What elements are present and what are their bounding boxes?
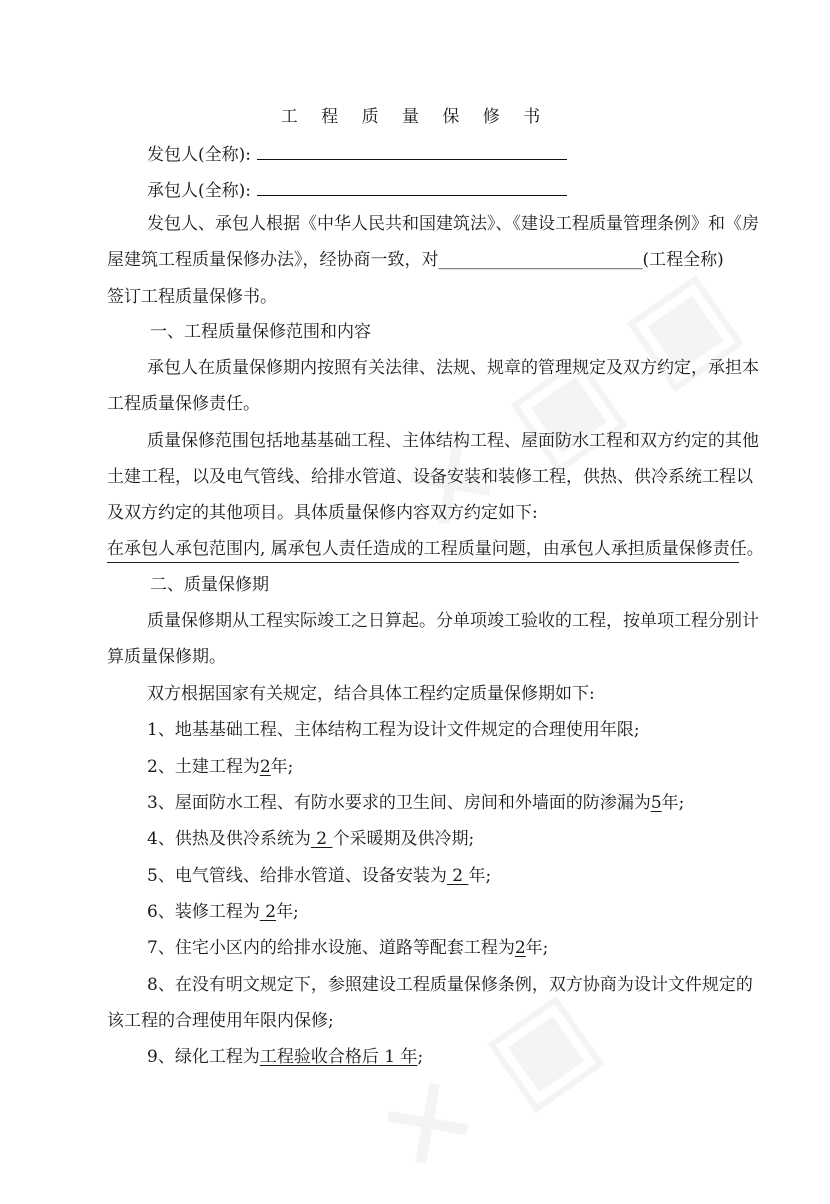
list-item-3: 3、屋面防水工程、有防水要求的卫生间、房间和外墙面的防渗漏为5年; bbox=[147, 793, 685, 813]
employer-row bbox=[147, 141, 747, 167]
list-item-8-line1: 8、在没有明文规定下，参照建设工程质量保修条例，双方协商为设计文件规定的 bbox=[147, 975, 753, 995]
list-item-5: 5、电气管线、给排水管道、设备安装为 2 年; bbox=[147, 866, 492, 886]
list-item-8-line2: 该工程的合理使用年限内保修; bbox=[107, 1011, 334, 1031]
section1-heading: 一、工程质量保修范围和内容 bbox=[150, 322, 371, 342]
contractor-row bbox=[147, 177, 747, 203]
intro-line-1: 发包人、承包人根据《中华人民共和国建筑法》、《建设工程质量管理条例》和《房 bbox=[147, 214, 759, 234]
warranty-years-waterproof: 5 bbox=[650, 793, 662, 813]
warranty-years-electrical: 2 bbox=[446, 866, 469, 886]
section2-p2: 双方根据国家有关规定，结合具体工程约定质量保修期如下: bbox=[147, 684, 595, 704]
employer-name-field[interactable] bbox=[257, 141, 567, 160]
contractor-label: 承包人(全称): bbox=[147, 181, 251, 201]
list-item-2: 2、土建工程为2年; bbox=[147, 757, 294, 777]
list-item-4: 4、供热及供冷系统为 2 个采暖期及供冷期; bbox=[147, 829, 475, 849]
watermark bbox=[354, 964, 619, 1203]
agreed-content: 在承包人承包范围内, 属承包人责任造成的工程质量问题，由承包人承担质量保修责任。 bbox=[107, 539, 764, 559]
section1-p2-line3: 及双方约定的其他项目。具体质量保修内容双方约定如下: bbox=[107, 503, 538, 523]
section1-p2-line1: 质量保修范围包括地基基础工程、主体结构工程、屋面防水工程和双方约定的其他 bbox=[147, 431, 759, 451]
list-item-9: 9、绿化工程为工程验收合格后 1 年; bbox=[147, 1047, 424, 1067]
warranty-greening: 工程验收合格后 1 年 bbox=[259, 1047, 418, 1067]
employer-label: 发包人(全称): bbox=[147, 145, 251, 165]
warranty-years-decoration: 2 bbox=[259, 902, 277, 922]
list-item-6: 6、装修工程为 2年; bbox=[147, 902, 299, 922]
contractor-name-field[interactable] bbox=[257, 177, 567, 196]
section1-p2-line2: 土建工程，以及电气管线、给排水管道、设备安装和装修工程，供热、供冷系统工程以 bbox=[107, 467, 753, 487]
section1-p1-line1: 承包人在质量保修期内按照有关法律、法规、规章的管理规定及双方约定，承担本 bbox=[147, 358, 759, 378]
warranty-periods-heating: 2 bbox=[310, 829, 333, 849]
section2-p1-line1: 质量保修期从工程实际竣工之日算起。分单项竣工验收的工程，按单项工程分别计 bbox=[147, 611, 759, 631]
warranty-years-civil: 2 bbox=[259, 757, 271, 777]
warranty-years-facilities: 2 bbox=[514, 938, 526, 958]
agreed-content-underline bbox=[107, 562, 739, 563]
intro-line-3: 签订工程质量保修书。 bbox=[107, 287, 277, 307]
list-item-1: 1、地基基础工程、主体结构工程为设计文件规定的合理使用年限; bbox=[147, 720, 640, 740]
section1-p1-line2: 工程质量保修责任。 bbox=[107, 394, 260, 414]
section2-heading: 二、质量保修期 bbox=[150, 575, 269, 595]
section2-p1-line2: 算质量保修期。 bbox=[107, 647, 226, 667]
intro-line-2: 屋建筑工程质量保修办法》，经协商一致，对________________________(工程全称) bbox=[107, 250, 724, 270]
document-title: 工 程 质 量 保 修 书 bbox=[280, 107, 550, 127]
list-item-7: 7、住宅小区内的给排水设施、道路等配套工程为2年; bbox=[147, 938, 549, 958]
